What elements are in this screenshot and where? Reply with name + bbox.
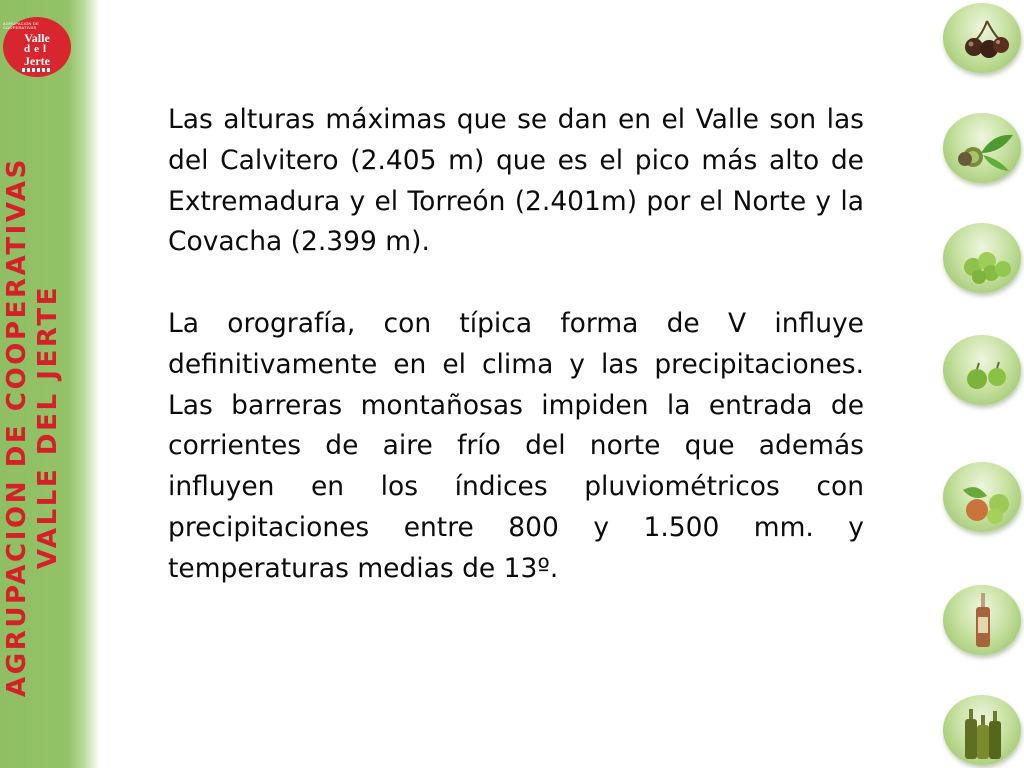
cherries-icon xyxy=(943,3,1021,73)
fruits-icon xyxy=(943,462,1021,532)
vertical-title-line1: AGRUPACION DE COOPERATIVAS xyxy=(2,157,32,697)
slide-content xyxy=(168,100,864,590)
logo-word-del: del xyxy=(23,43,51,55)
valle-del-jerte-logo xyxy=(3,17,71,77)
logo-word-valle: Valle xyxy=(24,31,50,45)
icon-column xyxy=(940,0,1024,768)
liqueur-bottle-icon xyxy=(943,585,1021,655)
logo-word-jerte: Jerte xyxy=(24,54,50,68)
figs-icon xyxy=(943,335,1021,405)
kiwi-icon xyxy=(943,113,1021,183)
logo-top-text: AGRUPACION DE COOPERATIVAS xyxy=(3,21,39,30)
plums-icon xyxy=(943,223,1021,293)
paragraph-orography: La orografía, con típica forma de V influye definitivamente en el clima y las precipitaciones. Las barreras montañosas impiden la entrada de corrientes de aire frío del norte que además influyen en los índices pluviométricos con precipitaciones entre 800 y 1.500 mm. y temperaturas medias de 13º. xyxy=(168,307,864,584)
logo-wave-decoration xyxy=(22,68,52,72)
vertical-title xyxy=(2,107,64,747)
bottles-icon xyxy=(943,695,1021,765)
sidebar xyxy=(0,0,98,768)
paragraph-altitudes: Las alturas máximas que se dan en el Valle son las del Calvitero (2.405 m) que es el pico más alto de Extremadura y el Torreón (2.401m) por el Norte y la Covacha (2.399 m). xyxy=(168,104,864,258)
vertical-title-line2: VALLE DEL JERTE xyxy=(33,284,63,570)
